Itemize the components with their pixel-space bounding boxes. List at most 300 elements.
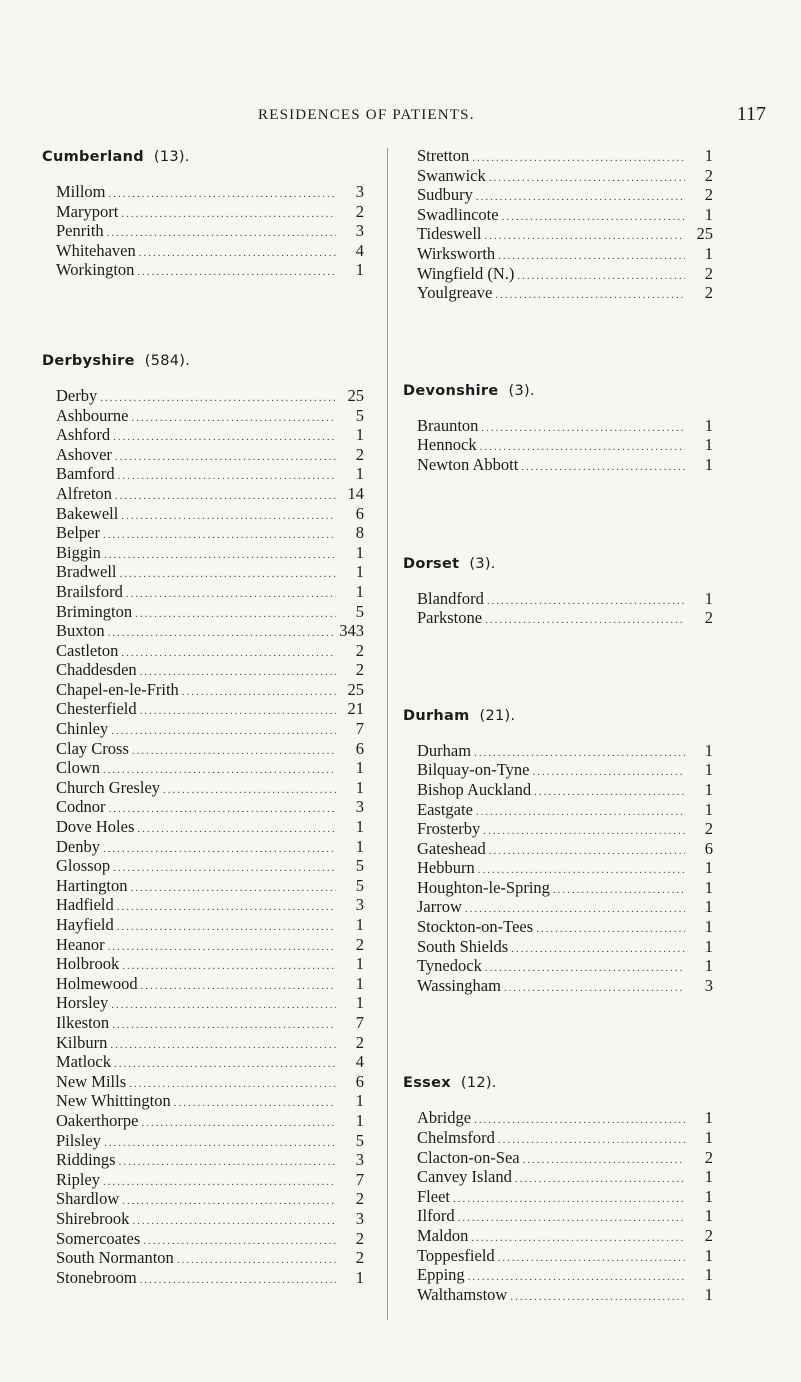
place-name: Tynedock (417, 956, 482, 976)
entry-list (403, 741, 713, 996)
patient-count: 2 (355, 1189, 364, 1209)
list-item (56, 1170, 364, 1190)
list-item (56, 993, 364, 1013)
place-name: Chapel-en-le-Frith (56, 679, 179, 699)
patient-count: 1 (704, 1245, 713, 1265)
right-sections (403, 303, 713, 1305)
leader-dots (113, 428, 336, 445)
place-name: Hadfield (56, 895, 114, 915)
leader-dots (510, 1288, 685, 1305)
place-name: Houghton-le-Spring (417, 877, 550, 897)
place-name: Riddings (56, 1150, 116, 1170)
place-name: Shardlow (56, 1189, 120, 1209)
patient-count: 343 (339, 621, 364, 641)
place-name: Alfreton (56, 483, 112, 503)
list-item (417, 878, 713, 898)
patient-count: 7 (355, 1012, 364, 1032)
entry-list (42, 182, 364, 280)
leader-dots (476, 803, 685, 820)
patient-count: 1 (704, 204, 713, 224)
patient-count: 5 (355, 405, 364, 425)
list-item (417, 264, 713, 284)
section-spacer (403, 475, 713, 553)
leader-dots (453, 1190, 685, 1207)
patient-count: 1 (704, 435, 713, 455)
place-name: Ashover (56, 444, 112, 464)
patient-count: 6 (355, 738, 364, 758)
list-item (417, 1285, 713, 1305)
place-name: Wingfield (N.) (417, 263, 515, 283)
patient-count: 2 (704, 819, 713, 839)
list-item (417, 937, 713, 957)
leader-dots (104, 1134, 336, 1151)
leader-dots (122, 1192, 336, 1209)
list-item (56, 260, 364, 280)
patient-count: 2 (355, 1032, 364, 1052)
county-total: (3). (469, 555, 496, 572)
leader-dots (489, 842, 685, 859)
leader-dots (504, 979, 685, 996)
section-essex (403, 1072, 713, 1304)
patient-count: 2 (704, 263, 713, 283)
place-name: Codnor (56, 797, 106, 817)
leader-dots (523, 1151, 685, 1168)
place-name: Walthamstow (417, 1284, 508, 1304)
place-name: Maldon (417, 1226, 469, 1245)
list-item (417, 1167, 713, 1187)
list-item (417, 205, 713, 225)
list-item (56, 680, 364, 700)
place-name: Bamford (56, 464, 115, 484)
leader-dots (534, 783, 685, 800)
county-total: (3). (508, 382, 535, 399)
list-item (56, 1013, 364, 1033)
patient-count: 1 (704, 243, 713, 263)
list-item (56, 1111, 364, 1131)
place-name: Biggin (56, 542, 101, 562)
leader-dots (119, 1153, 336, 1170)
place-name: Hayfield (56, 915, 114, 934)
list-item (56, 182, 364, 202)
patient-count: 1 (355, 464, 364, 484)
list-item (417, 146, 713, 166)
patient-count: 1 (704, 858, 713, 878)
place-name: Church Gresley (56, 777, 161, 797)
list-item (56, 660, 364, 680)
list-item (56, 1072, 364, 1092)
leader-dots (131, 879, 337, 896)
patient-count: 1 (704, 917, 713, 937)
place-name: Workington (56, 260, 135, 280)
place-name: Stonebroom (56, 1267, 137, 1287)
place-name: Sudbury (417, 185, 473, 205)
list-item (56, 895, 364, 915)
leader-dots (515, 1170, 685, 1187)
list-item (56, 1248, 364, 1268)
list-item (417, 416, 713, 436)
list-item (56, 484, 364, 504)
list-item (417, 917, 713, 937)
patient-count: 1 (355, 836, 364, 856)
place-name: Ashford (56, 425, 111, 445)
leader-dots (478, 861, 685, 878)
patient-count: 6 (355, 503, 364, 523)
list-item (56, 915, 364, 935)
list-item (417, 858, 713, 878)
leader-dots (140, 702, 336, 719)
place-name: Wassingham (417, 975, 501, 995)
list-item (56, 837, 364, 857)
list-item (56, 954, 364, 974)
leader-dots (182, 683, 336, 700)
place-name: Chelmsford (417, 1128, 495, 1148)
place-name: Newton Abbott (417, 454, 519, 474)
place-name: Fleet (417, 1186, 450, 1206)
place-name: Somercoates (56, 1228, 141, 1248)
patient-count: 2 (704, 1226, 713, 1245)
leader-dots (132, 1212, 336, 1229)
leader-dots (129, 1075, 336, 1092)
patient-count: 5 (355, 601, 364, 621)
list-item (417, 1148, 713, 1168)
patient-count: 3 (704, 975, 713, 995)
place-name: Horsley (56, 993, 109, 1013)
leader-dots (113, 859, 336, 876)
list-item (417, 608, 713, 628)
leader-dots (109, 185, 336, 202)
place-name: Parkstone (417, 608, 483, 628)
county-name: Cumberland (42, 149, 144, 165)
section-spacer (403, 628, 713, 705)
leader-dots (141, 977, 336, 994)
leader-dots (143, 1232, 336, 1249)
county-total: (21). (479, 707, 516, 724)
leader-dots (474, 1111, 685, 1128)
list-item (417, 760, 713, 780)
leader-dots (117, 918, 336, 935)
leader-dots (111, 722, 336, 739)
list-item (56, 543, 364, 563)
leader-dots (553, 881, 685, 898)
place-name: Hebburn (417, 858, 475, 878)
place-name: South Normanton (56, 1248, 174, 1268)
patient-count: 1 (355, 915, 364, 934)
leader-dots (141, 1114, 336, 1131)
patient-count: 3 (355, 1208, 364, 1228)
place-name: Chesterfield (56, 699, 137, 719)
leader-dots (485, 959, 685, 976)
list-item (56, 1229, 364, 1249)
county-total: (584). (144, 352, 191, 369)
patient-count: 1 (355, 260, 364, 280)
patient-count: 7 (355, 719, 364, 739)
leader-dots (122, 957, 336, 974)
patient-count: 1 (355, 1091, 364, 1111)
patient-count: 3 (355, 895, 364, 915)
leader-dots (485, 227, 686, 244)
place-name: Brailsford (56, 581, 123, 601)
list-item (56, 464, 364, 484)
leader-dots (103, 761, 336, 778)
list-item (56, 758, 364, 778)
section-spacer (42, 280, 364, 350)
leader-dots (471, 1229, 685, 1246)
county-name: Durham (403, 707, 470, 724)
leader-dots (468, 1268, 685, 1285)
section-dorset (403, 553, 713, 628)
place-name: Buxton (56, 621, 105, 641)
county-name: Devonshire (403, 382, 499, 399)
patient-count: 1 (355, 973, 364, 993)
list-item (56, 621, 364, 641)
place-name: Gateshead (417, 838, 486, 858)
place-name: Brimington (56, 601, 133, 621)
place-name: Braunton (417, 415, 479, 435)
page-header (0, 103, 801, 133)
list-item (417, 455, 713, 475)
leader-dots (121, 507, 336, 524)
leader-dots (498, 1131, 685, 1148)
left-column (42, 146, 364, 1287)
patient-count: 1 (355, 1110, 364, 1130)
place-name: Epping (417, 1265, 465, 1285)
leader-dots (533, 763, 686, 780)
list-item (56, 1268, 364, 1288)
entry-list (403, 1108, 713, 1304)
patient-count: 2 (355, 660, 364, 680)
patient-count: 1 (355, 758, 364, 778)
list-item (56, 739, 364, 759)
patient-count: 5 (355, 875, 364, 895)
list-item (417, 1128, 713, 1148)
place-name: Canvey Island (417, 1167, 512, 1187)
county-total: (12). (460, 1075, 497, 1092)
patient-count: 25 (347, 385, 364, 405)
place-name: Pilsley (56, 1130, 101, 1150)
place-name: Clown (56, 758, 101, 778)
place-name: Whitehaven (56, 240, 136, 260)
section-heading (42, 146, 364, 168)
list-item (417, 897, 713, 917)
leader-dots (131, 409, 336, 426)
entry-list (403, 589, 713, 628)
list-item (56, 856, 364, 876)
leader-dots (115, 487, 336, 504)
leader-dots (139, 244, 336, 261)
list-item (56, 202, 364, 222)
patient-count: 1 (704, 588, 713, 608)
list-item (56, 582, 364, 602)
leader-dots (511, 940, 685, 957)
leader-dots (465, 900, 685, 917)
patient-count: 2 (355, 444, 364, 464)
place-name: Ilkeston (56, 1012, 110, 1032)
place-name: Bradwell (56, 562, 117, 582)
patient-count: 1 (355, 817, 364, 837)
patient-count: 2 (355, 1248, 364, 1268)
leader-dots (137, 820, 336, 837)
patient-count: 2 (704, 283, 713, 303)
leader-dots (108, 624, 336, 641)
place-name: Heanor (56, 934, 105, 954)
list-item (417, 224, 713, 244)
patient-count: 2 (355, 934, 364, 954)
column-divider (387, 148, 388, 1320)
leader-dots (103, 840, 336, 857)
patient-count: 3 (355, 1150, 364, 1170)
place-name: Youlgreave (417, 283, 493, 303)
list-item (56, 504, 364, 524)
list-item (417, 839, 713, 859)
place-name: Holbrook (56, 954, 120, 974)
entry-list (42, 386, 364, 1287)
leader-dots (177, 1251, 336, 1268)
place-name: Jarrow (417, 897, 462, 917)
leader-dots (536, 920, 685, 937)
list-item (417, 166, 713, 186)
list-item (56, 523, 364, 543)
leader-dots (458, 1209, 685, 1226)
list-item (417, 1206, 713, 1226)
place-name: Abridge (417, 1108, 472, 1128)
list-item (417, 819, 713, 839)
list-item (417, 1226, 713, 1246)
list-item (56, 406, 364, 426)
list-item (56, 1091, 364, 1111)
list-item (56, 1209, 364, 1229)
patient-count: 21 (347, 699, 364, 719)
leader-dots (111, 996, 336, 1013)
patient-count: 1 (704, 877, 713, 897)
patient-count: 3 (355, 221, 364, 241)
list-item (56, 1189, 364, 1209)
leader-dots (481, 419, 685, 436)
patient-count: 1 (704, 760, 713, 780)
list-item (417, 283, 713, 303)
list-item (56, 221, 364, 241)
place-name: Swadlincote (417, 204, 499, 224)
patient-count: 1 (704, 936, 713, 956)
patient-count: 8 (355, 523, 364, 543)
patient-count: 2 (704, 185, 713, 205)
right-column (403, 146, 713, 1304)
list-item (56, 778, 364, 798)
place-name: Glossop (56, 856, 111, 876)
list-item (56, 817, 364, 837)
patient-count: 2 (355, 201, 364, 221)
place-name: Bilquay-on-Tyne (417, 760, 530, 780)
patient-count: 1 (704, 454, 713, 474)
county-total: (13). (153, 149, 190, 165)
list-item (417, 244, 713, 264)
place-name: New Whittington (56, 1091, 171, 1111)
patient-count: 1 (704, 779, 713, 799)
section-durham (403, 705, 713, 996)
patient-count: 1 (355, 993, 364, 1013)
leader-dots (502, 208, 685, 225)
list-item (417, 1187, 713, 1207)
patient-count: 6 (704, 838, 713, 858)
leader-dots (108, 938, 336, 955)
leader-dots (119, 565, 336, 582)
patient-count: 1 (355, 1267, 364, 1287)
patient-count: 1 (355, 954, 364, 974)
list-item (417, 1265, 713, 1285)
patient-count: 3 (355, 182, 364, 201)
list-item (56, 1131, 364, 1151)
place-name: South Shields (417, 936, 509, 956)
leader-dots (474, 744, 685, 761)
place-name: Oakerthorpe (56, 1110, 139, 1130)
patient-count: 1 (355, 542, 364, 562)
leader-dots (140, 1271, 336, 1288)
leader-dots (132, 742, 336, 759)
list-item (56, 1033, 364, 1053)
place-name: Ashbourne (56, 405, 129, 425)
patient-count: 1 (704, 956, 713, 976)
place-name: Millom (56, 182, 106, 201)
list-item (56, 445, 364, 465)
place-name: Kilburn (56, 1032, 108, 1052)
list-item (417, 1108, 713, 1128)
patient-count: 1 (704, 1186, 713, 1206)
patient-count: 1 (355, 425, 364, 445)
leader-dots (109, 800, 337, 817)
list-item (56, 562, 364, 582)
list-item (417, 780, 713, 800)
list-item (56, 935, 364, 955)
leader-dots (114, 1055, 336, 1072)
list-item (56, 641, 364, 661)
leader-dots (521, 458, 685, 475)
section-heading (403, 553, 713, 575)
list-item (417, 956, 713, 976)
leader-dots (112, 1016, 336, 1033)
leader-dots (103, 526, 336, 543)
patient-count: 1 (704, 1167, 713, 1187)
place-name: Chinley (56, 719, 109, 739)
place-name: Tideswell (417, 224, 482, 244)
leader-dots (110, 1036, 336, 1053)
list-item (417, 435, 713, 455)
patient-count: 14 (347, 483, 364, 503)
leader-dots (118, 467, 336, 484)
section-spacer (403, 995, 713, 1072)
patient-count: 5 (355, 1130, 364, 1150)
leader-dots (487, 592, 685, 609)
place-name: Belper (56, 523, 100, 543)
page-number: 117 (736, 103, 766, 125)
patient-count: 2 (704, 1147, 713, 1167)
place-name: Dove Holes (56, 817, 135, 837)
place-name: Wirksworth (417, 243, 496, 263)
patient-count: 1 (704, 415, 713, 435)
patient-count: 1 (704, 1108, 713, 1128)
patient-count: 25 (347, 679, 364, 699)
place-name: Bishop Auckland (417, 779, 532, 799)
entry-list (403, 416, 713, 475)
place-name: Derby (56, 385, 98, 405)
place-name: Ilford (417, 1206, 455, 1226)
list-item (56, 719, 364, 739)
place-name: Stockton-on-Tees (417, 917, 534, 937)
patient-count: 1 (704, 740, 713, 760)
list-item (56, 974, 364, 994)
place-name: Blandford (417, 588, 484, 608)
leader-dots (495, 286, 685, 303)
place-name: Denby (56, 836, 100, 856)
place-name: Hartington (56, 875, 128, 895)
